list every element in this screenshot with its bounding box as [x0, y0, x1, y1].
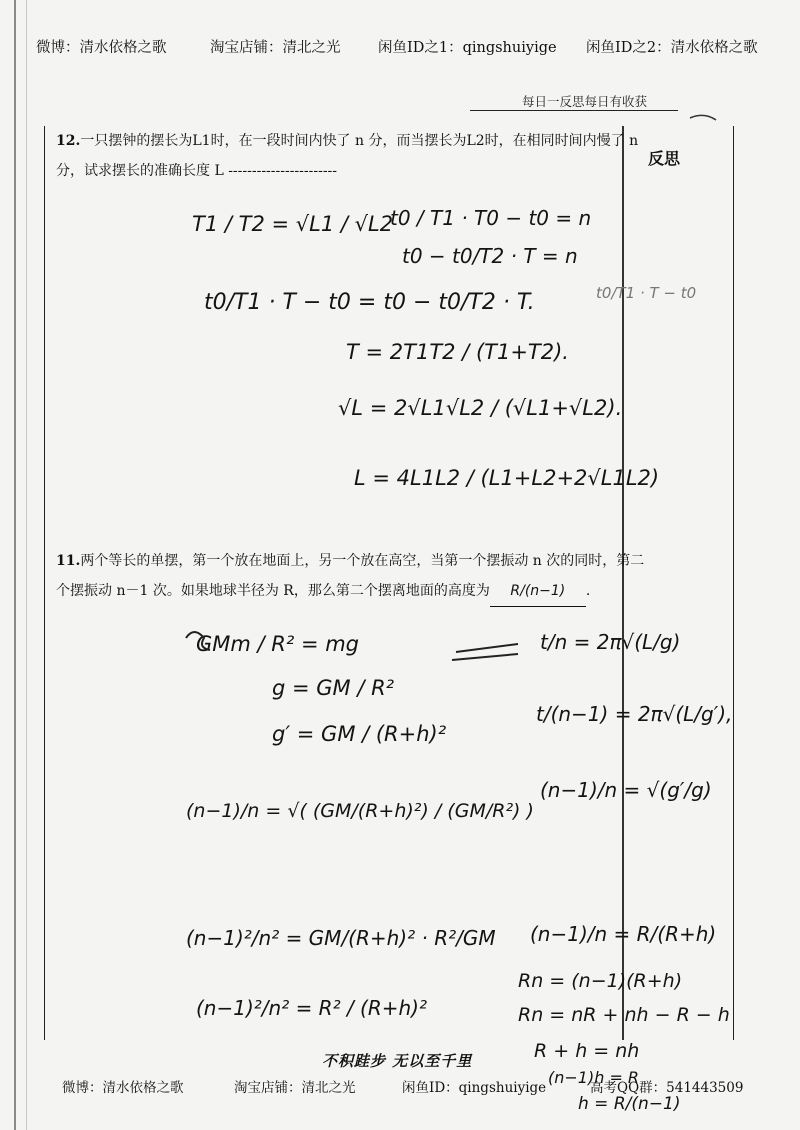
q11-work-b8: (n−1)h = R	[548, 1068, 640, 1087]
reflection-label: 反思	[648, 149, 681, 168]
q11-work-a2: g = GM / R²	[272, 676, 395, 700]
daily-motto: 每日一反思每日有收获	[522, 94, 648, 109]
q11-work-b1: t/n = 2π√(L/g)	[540, 630, 681, 654]
footer-motto: 不积跬步 无以至千里	[322, 1052, 473, 1070]
question-12-text-2: 分，试求摆长的准确长度 L	[56, 163, 224, 179]
footer-qq-group: 高考QQ群：541443509	[590, 1080, 744, 1096]
q11-work-b9: h = R/(n−1)	[578, 1094, 681, 1114]
q12-work-line-5: √L = 2√L1√L2 / (√L1+√L2).	[338, 396, 623, 420]
question-12-text-1: 一只摆钟的摆长为L1时，在一段时间内快了 n 分，而当摆长为L2时，在相同时间内慢了 n	[80, 133, 639, 149]
margin-scribble	[690, 115, 716, 120]
q11-work-b6: Rn = nR + nh − R − h	[518, 1004, 730, 1026]
question-11-text-1: 两个等长的单摆，第一个放在地面上，另一个放在高空，当第一个摆振动 n 次的同时，第二	[80, 553, 645, 569]
header-weibo: 微博：清水依格之歌	[36, 40, 167, 56]
header-taobao: 淘宝店铺：清北之光	[210, 40, 341, 56]
q11-work-b7: R + h = nh	[534, 1040, 640, 1062]
q11-work-b2: t/(n−1) = 2π√(L/g′),	[536, 702, 733, 726]
q12-work-line-2b: t0 − t0/T2 · T = n	[402, 244, 578, 268]
footer-taobao: 淘宝店铺：清北之光	[234, 1080, 356, 1096]
q12-work-line-2a: t0 / T1 · T0 − t0 = n	[390, 206, 592, 230]
header-xianyu-1: 闲鱼ID之1：qingshuiyige	[378, 40, 557, 56]
header-xianyu-2: 闲鱼ID之2：清水依格之歌	[586, 40, 758, 56]
q12-work-line-1: T1 / T2 = √L1 / √L2	[192, 212, 394, 236]
question-11-period: .	[585, 583, 591, 599]
q11-work-a1: GMm / R² = mg	[196, 632, 360, 656]
q12-work-line-3: t0/T1 · T − t0 = t0 − t0/T2 · T.	[204, 290, 535, 315]
crossed-out-scribble	[186, 632, 210, 650]
q12-work-line-4: T = 2T1T2 / (T1+T2).	[346, 340, 569, 364]
strike-through-scribble	[452, 644, 518, 660]
footer-weibo: 微博：清水依格之歌	[62, 1080, 184, 1096]
q11-work-b5: Rn = (n−1)(R+h)	[518, 970, 683, 992]
q11-work-b3: (n−1)/n = √(g′/g)	[540, 778, 712, 802]
q12-work-line-6: L = 4L1L2 / (L1+L2+2√L1L2)	[354, 466, 660, 490]
q11-work-a5: (n−1)²/n² = GM/(R+h)² · R²/GM	[186, 926, 496, 950]
q11-work-b4: (n−1)/n = R/(R+h)	[530, 922, 717, 946]
question-12-answer-blank: -----------------------	[228, 163, 338, 179]
q12-margin-note: t0/T1 · T − t0	[596, 284, 697, 302]
question-11-text-2: 个摆振动 n－1 次。如果地球半径为 R，那么第二个摆离地面的高度为	[56, 583, 490, 599]
q11-work-a4: (n−1)/n = √( (GM/(R+h)²) / (GM/R²) )	[186, 800, 534, 822]
footer-xianyu: 闲鱼ID：qingshuiyige	[402, 1080, 547, 1096]
question-12-number: 12.	[56, 133, 81, 149]
q11-work-a6: (n−1)²/n² = R² / (R+h)²	[196, 996, 428, 1020]
question-11-answer: R/(n−1)	[510, 583, 566, 599]
q11-work-a3: g′ = GM / (R+h)²	[272, 722, 447, 746]
question-11-number: 11.	[56, 553, 81, 569]
